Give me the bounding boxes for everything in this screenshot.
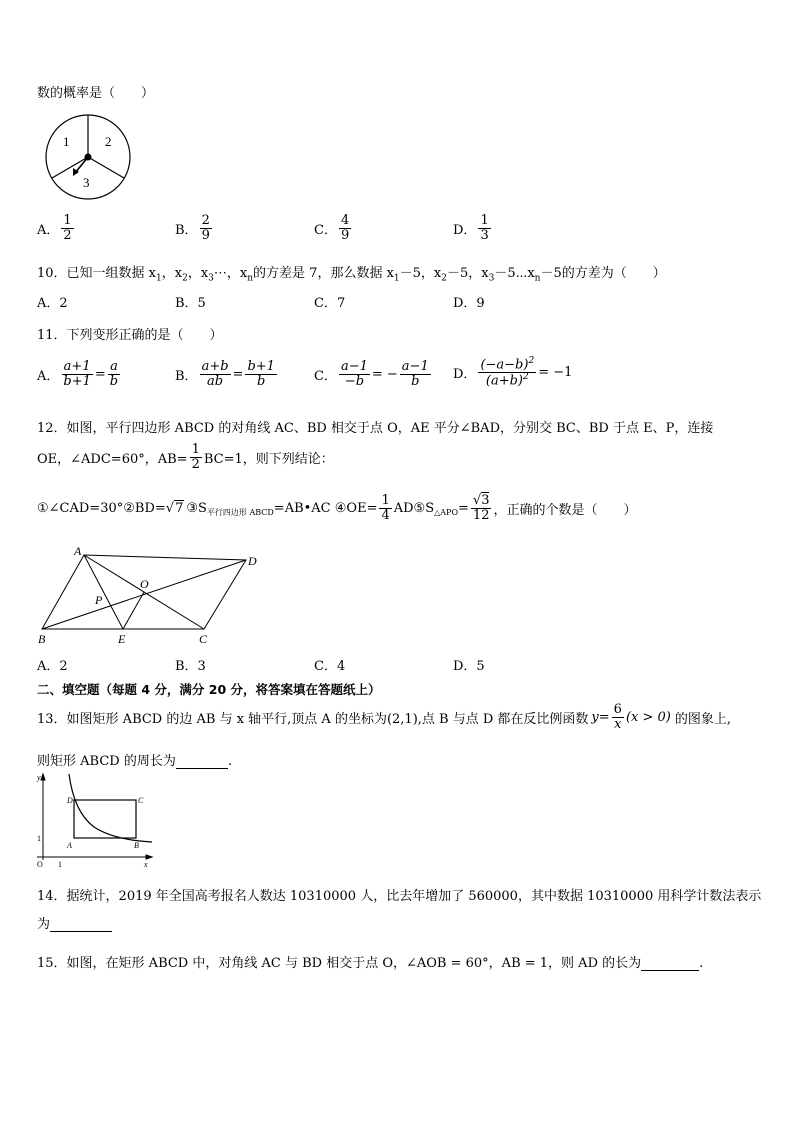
q12-line2: OE，∠ADC=60°，AB= $\frac{1}{2}$ BC=1，则下列结论： — [37, 442, 334, 472]
q10-option-b: B．5 — [175, 296, 206, 311]
q11-option-a: A． $\frac{a+1}{b+1}$ = $\frac{a}{b}$ — [37, 359, 119, 389]
fig12-label-a: A — [74, 545, 82, 558]
q13-line2: 则矩形 ABCD 的周长为 . — [37, 754, 232, 769]
q9-option-b: B． $\frac{2}{9}$ — [175, 213, 210, 243]
fig12-label-d: D — [248, 554, 257, 568]
q9-option-a: A． $\frac{1}{2}$ — [37, 213, 72, 243]
fig13-label-1-x: 1 — [58, 860, 62, 869]
fig13-label-d: D — [67, 796, 73, 805]
fig13-label-b: B — [134, 841, 139, 850]
fig13-label-c: C — [138, 796, 144, 805]
fig13-label-a: A — [67, 841, 72, 850]
spinner-figure — [40, 112, 136, 200]
fig13-label-o: O — [37, 860, 43, 869]
q10-stem: 10．已知一组数据 $x_1$，$x_2$，$x_3\cdots$，$x_n$的方差是 7，那么数据 $x_1-5$，$x_2-5$，$x_3-5\cdots x_n-5$的方差为（ ） — [37, 266, 666, 284]
q9-tail-text: 数的概率是（ ） — [37, 86, 155, 101]
q12-conclusions: ①∠CAD=30°②BD= √7 ③S $_{平行四边形 ABCD}$ =AB•AC ④OE= $\frac{1}{4}$ AD⑤S $_{\triangle APO}$ = $\frac{√3}{12}$ ，正确的个数是（ ） — [37, 493, 637, 523]
q12-line1: 12．如图，平行四边形 ABCD 的对角线 AC、BD 相交于点 O，AE 平分∠BAD，分别交 BC、BD 于点 E、P，连接 — [37, 421, 714, 436]
fig13-label-y: y — [37, 773, 41, 782]
q11-option-c: C． $\frac{a-1}{-b}$ = − $\frac{a-1}{b}$ — [314, 359, 429, 389]
q10-option-a: A．2 — [37, 296, 68, 311]
q12-option-c: C．4 — [314, 659, 346, 674]
spinner-label-2: 2 — [105, 134, 112, 149]
fig12-label-p: P — [95, 593, 103, 607]
q14-answer-blank[interactable] — [50, 931, 112, 932]
fig12-label-c: C — [199, 632, 208, 646]
q15-answer-blank[interactable] — [641, 970, 699, 971]
q13-answer-blank[interactable] — [176, 768, 228, 769]
q14-line2: 为 — [37, 913, 112, 932]
q12-option-d: D．5 — [453, 659, 485, 674]
rectangle-hyperbola-figure — [34, 772, 154, 870]
q11-option-d: D． $\frac{(-a-b)^2}{(a+b)^2}$ = −1 — [453, 356, 573, 389]
q11-option-b: B． $\frac{a+b}{ab}$ = $\frac{b+1}{b}$ — [175, 359, 275, 389]
q13-line1: 13．如图矩形 ABCD 的边 AB 与 x 轴平行,顶点 A 的坐标为(2,1),点 B 与点 D 都在反比例函数 y = $\frac{6}{x}$ (x > 0) 的图象上, — [37, 702, 731, 732]
spinner-label-1: 1 — [63, 134, 70, 149]
fig13-label-x: x — [144, 860, 148, 869]
q14-line1: 14．据统计，2019 年全国高考报名人数达 10310000 人，比去年增加了 560000，其中数据 10310000 用科学计数法表示 — [37, 889, 762, 904]
q15-stem: 15．如图，在矩形 ABCD 中，对角线 AC 与 BD 相交于点 O，∠AOB = 60°，AB = 1，则 AD 的长为 . — [37, 956, 704, 971]
fig12-label-o: O — [140, 577, 149, 591]
q12-option-a: A．2 — [37, 659, 68, 674]
fig12-label-e: E — [118, 632, 126, 646]
fig13-label-1-y: 1 — [37, 834, 41, 843]
q9-option-d: D． $\frac{1}{3}$ — [453, 213, 489, 243]
q10-option-c: C．7 — [314, 296, 346, 311]
q12-option-b: B．3 — [175, 659, 206, 674]
parallelogram-figure — [34, 545, 269, 647]
q9-option-c: C． $\frac{4}{9}$ — [314, 213, 350, 243]
q10-option-d: D．9 — [453, 296, 485, 311]
q11-stem: 11．下列变形正确的是（ ） — [37, 328, 223, 343]
section-2-heading: 二、填空题（每题 4 分，满分 20 分，将答案填在答题纸上） — [37, 682, 381, 697]
spinner-label-3: 3 — [83, 175, 90, 190]
fig12-label-b: B — [38, 632, 46, 646]
